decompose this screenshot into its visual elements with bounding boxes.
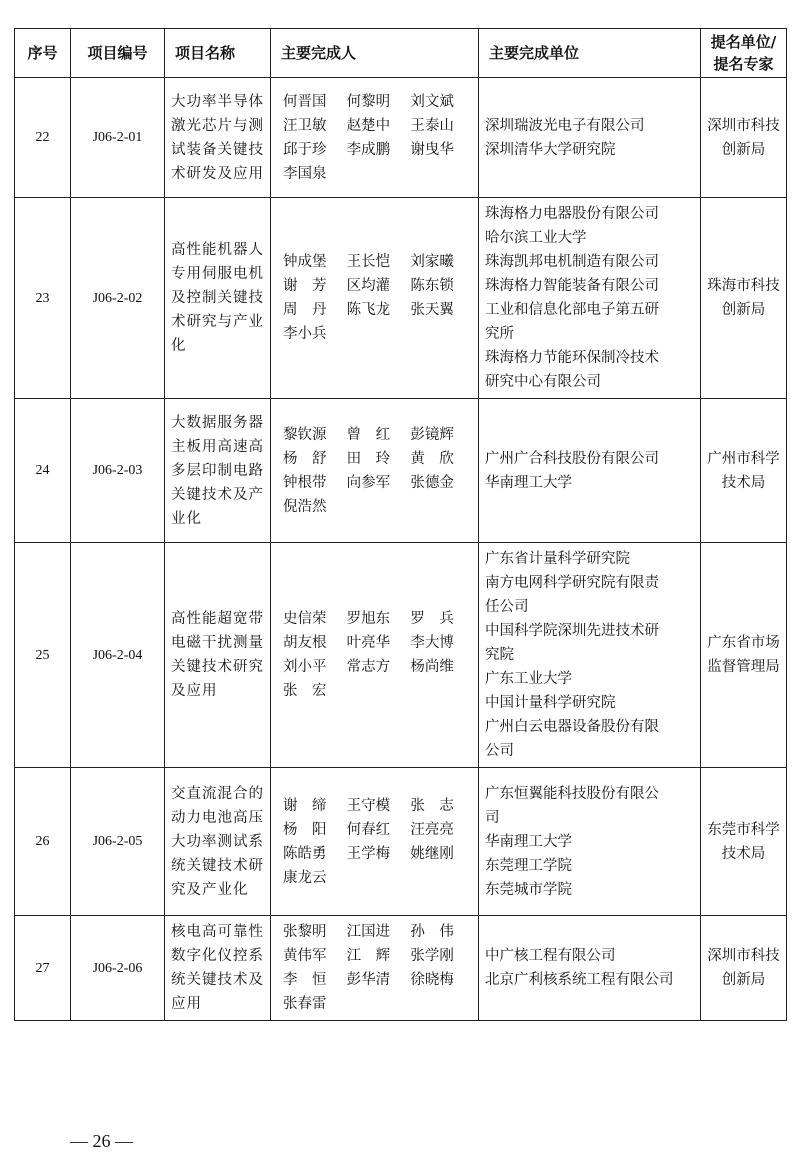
project-name: 大数据服务器主板用高速高多层印制电路关键技术及产业化 <box>165 399 271 543</box>
header-people: 主要完成人 <box>271 29 479 78</box>
project-code: J06-2-03 <box>92 463 143 478</box>
seq-value: 22 <box>35 130 50 145</box>
person-name: 刘小平 <box>283 659 327 675</box>
person-name: 曾 红 <box>346 426 391 443</box>
person-name: 谢 芳 <box>283 278 327 294</box>
unit-line: 研究中心有限公司 <box>485 374 601 390</box>
cell-units <box>479 543 701 768</box>
cell-seq <box>15 198 71 399</box>
project-code: J06-2-06 <box>92 960 143 976</box>
person-name: 罗 兵 <box>410 611 454 627</box>
unit-line: 珠海格力节能环保制冷技术 <box>485 350 659 366</box>
unit-line: 中广核工程有限公司 <box>485 948 616 964</box>
person-name: 倪浩然 <box>283 498 327 515</box>
nominator: 深圳市科技创新局 <box>701 78 787 198</box>
person-name: 向参军 <box>346 474 391 491</box>
person-name: 史信荣 <box>283 611 327 627</box>
person-name: 李小兵 <box>283 326 327 342</box>
seq-value: 26 <box>35 834 50 849</box>
header-seq: 序号 <box>15 29 71 78</box>
person-name: 彭华清 <box>346 972 391 988</box>
person-name: 田 玲 <box>346 450 391 467</box>
unit-line: 南方电网科学研究院有限责 <box>485 575 659 591</box>
unit-line: 中国计量科学研究院 <box>485 695 616 711</box>
unit-line: 华南理工大学 <box>485 833 572 850</box>
person-name: 刘文斌 <box>410 93 454 110</box>
project-name: 高性能机器人专用伺服电机及控制关键技术研究与产业化 <box>165 198 271 399</box>
table-row <box>15 78 787 198</box>
unit-line: 哈尔滨工业大学 <box>485 230 587 246</box>
unit-line: 广东恒翼能科技股份有限公 <box>485 785 659 802</box>
cell-code <box>71 916 165 1021</box>
person-name: 常志方 <box>346 659 391 675</box>
person-name: 康龙云 <box>283 869 327 886</box>
cell-seq <box>15 543 71 768</box>
unit-line: 中国科学院深圳先进技术研 <box>485 623 659 639</box>
table-row <box>15 543 787 768</box>
person-name: 何春红 <box>346 821 391 838</box>
person-name: 张学刚 <box>410 948 454 964</box>
project-code: J06-2-01 <box>92 130 143 145</box>
person-name: 周 丹 <box>283 302 327 318</box>
project-code: J06-2-02 <box>92 290 143 306</box>
person-name: 江 辉 <box>346 948 391 964</box>
person-name: 何黎明 <box>346 93 391 110</box>
table-row <box>15 399 787 543</box>
unit-line: 珠海格力智能装备有限公司 <box>485 278 659 294</box>
person-name: 李 恒 <box>283 972 327 988</box>
person-name: 徐晓梅 <box>410 972 454 988</box>
header-units: 主要完成单位 <box>479 29 701 78</box>
seq-value: 24 <box>35 463 50 478</box>
person-name: 王学梅 <box>346 845 391 862</box>
project-code: J06-2-05 <box>92 834 143 849</box>
project-name: 交直流混合的动力电池高压大功率测试系统关键技术研究及产业化 <box>165 768 271 916</box>
person-name: 江国进 <box>346 924 391 940</box>
unit-line: 珠海格力电器股份有限公司 <box>485 206 659 222</box>
person-name: 王长恺 <box>346 254 391 270</box>
person-name: 何晋国 <box>283 93 327 110</box>
cell-seq <box>15 78 71 198</box>
person-name: 陈东锁 <box>410 278 454 294</box>
nominator: 广州市科学技术局 <box>701 399 787 543</box>
cell-units <box>479 768 701 916</box>
project-table <box>14 28 787 1021</box>
person-name: 李大博 <box>410 635 454 651</box>
unit-line: 北京广利核系统工程有限公司 <box>485 972 674 988</box>
unit-line: 工业和信息化部电子第五研 <box>485 302 659 318</box>
unit-line: 广东省计量科学研究院 <box>485 551 630 567</box>
person-name: 叶亮华 <box>346 635 391 651</box>
cell-people <box>271 399 479 543</box>
unit-line: 广州白云电器设备股份有限 <box>485 719 659 735</box>
unit-line: 珠海凯邦电机制造有限公司 <box>485 254 659 270</box>
person-name: 张 志 <box>410 797 454 814</box>
seq-value: 27 <box>35 960 50 976</box>
cell-seq <box>15 399 71 543</box>
cell-people <box>271 78 479 198</box>
project-name: 高性能超宽带电磁干扰测量关键技术研究及应用 <box>165 543 271 768</box>
unit-line: 究院 <box>485 647 514 663</box>
cell-people <box>271 543 479 768</box>
project-code: J06-2-04 <box>92 647 143 663</box>
nominator: 珠海市科技创新局 <box>701 198 787 399</box>
unit-line: 任公司 <box>485 599 529 615</box>
person-name: 刘家曦 <box>410 254 454 270</box>
seq-value: 25 <box>35 647 50 663</box>
cell-units <box>479 399 701 543</box>
person-name: 李成鹏 <box>346 141 391 158</box>
seq-value: 23 <box>35 290 50 306</box>
person-name: 陈飞龙 <box>346 302 391 318</box>
person-name: 李国泉 <box>283 165 327 182</box>
nominator: 广东省市场监督管理局 <box>701 543 787 768</box>
unit-line: 公司 <box>485 743 514 759</box>
table-row <box>15 916 787 1021</box>
person-name: 彭镜辉 <box>410 426 454 443</box>
unit-line: 广州广合科技股份有限公司 <box>485 450 659 467</box>
person-name: 区均灌 <box>346 278 391 294</box>
person-name: 黄伟军 <box>283 948 327 964</box>
person-name: 赵楚中 <box>346 117 391 134</box>
person-name: 孙 伟 <box>410 924 454 940</box>
cell-units <box>479 198 701 399</box>
cell-code <box>71 78 165 198</box>
cell-code <box>71 768 165 916</box>
person-name: 谢 缔 <box>283 797 327 814</box>
person-name: 张德金 <box>410 474 454 491</box>
header-name: 项目名称 <box>165 29 271 78</box>
cell-seq <box>15 916 71 1021</box>
person-name: 汪卫敏 <box>283 117 327 134</box>
cell-code <box>71 198 165 399</box>
table-header-row <box>15 29 787 78</box>
person-name: 邱于珍 <box>283 141 327 158</box>
person-name: 张春雷 <box>283 996 327 1012</box>
person-name: 张黎明 <box>283 924 327 940</box>
unit-line: 华南理工大学 <box>485 474 572 491</box>
unit-line: 广东工业大学 <box>485 671 572 687</box>
nominator: 东莞市科学技术局 <box>701 768 787 916</box>
cell-code <box>71 543 165 768</box>
person-name: 罗旭东 <box>346 611 391 627</box>
nominator: 深圳市科技创新局 <box>701 916 787 1021</box>
person-name: 黄 欣 <box>410 450 454 467</box>
unit-line: 深圳清华大学研究院 <box>485 141 616 158</box>
person-name: 杨尚维 <box>410 659 454 675</box>
cell-people <box>271 916 479 1021</box>
cell-code <box>71 399 165 543</box>
person-name: 杨 阳 <box>283 821 327 838</box>
cell-seq <box>15 768 71 916</box>
cell-units <box>479 78 701 198</box>
person-name: 王泰山 <box>410 117 454 134</box>
person-name: 张天翼 <box>410 302 454 318</box>
project-name: 核电高可靠性数字化仪控系统关键技术及应用 <box>165 916 271 1021</box>
project-name: 大功率半导体激光芯片与测试装备关键技术研发及应用 <box>165 78 271 198</box>
header-nominator: 提名单位/提名专家 <box>701 29 787 78</box>
person-name: 姚继刚 <box>410 845 454 862</box>
person-name: 汪亮亮 <box>410 821 454 838</box>
person-name: 钟成堡 <box>283 254 327 270</box>
person-name: 钟根带 <box>283 474 327 491</box>
unit-line: 司 <box>485 809 500 826</box>
person-name: 胡友根 <box>283 635 327 651</box>
person-name: 谢曳华 <box>410 141 454 158</box>
unit-line: 深圳瑞波光电子有限公司 <box>485 117 645 134</box>
cell-people <box>271 768 479 916</box>
unit-line: 东莞城市学院 <box>485 881 572 898</box>
page-number: — 26 — <box>70 1131 133 1151</box>
person-name: 黎钦源 <box>283 426 327 443</box>
unit-line: 究所 <box>485 326 514 342</box>
cell-people <box>271 198 479 399</box>
table-row <box>15 198 787 399</box>
person-name: 张 宏 <box>283 683 327 699</box>
table-row <box>15 768 787 916</box>
unit-line: 东莞理工学院 <box>485 857 572 874</box>
person-name: 王守模 <box>346 797 391 814</box>
header-code: 项目编号 <box>71 29 165 78</box>
person-name: 陈皓勇 <box>283 845 327 862</box>
person-name: 杨 舒 <box>283 450 327 467</box>
cell-units <box>479 916 701 1021</box>
